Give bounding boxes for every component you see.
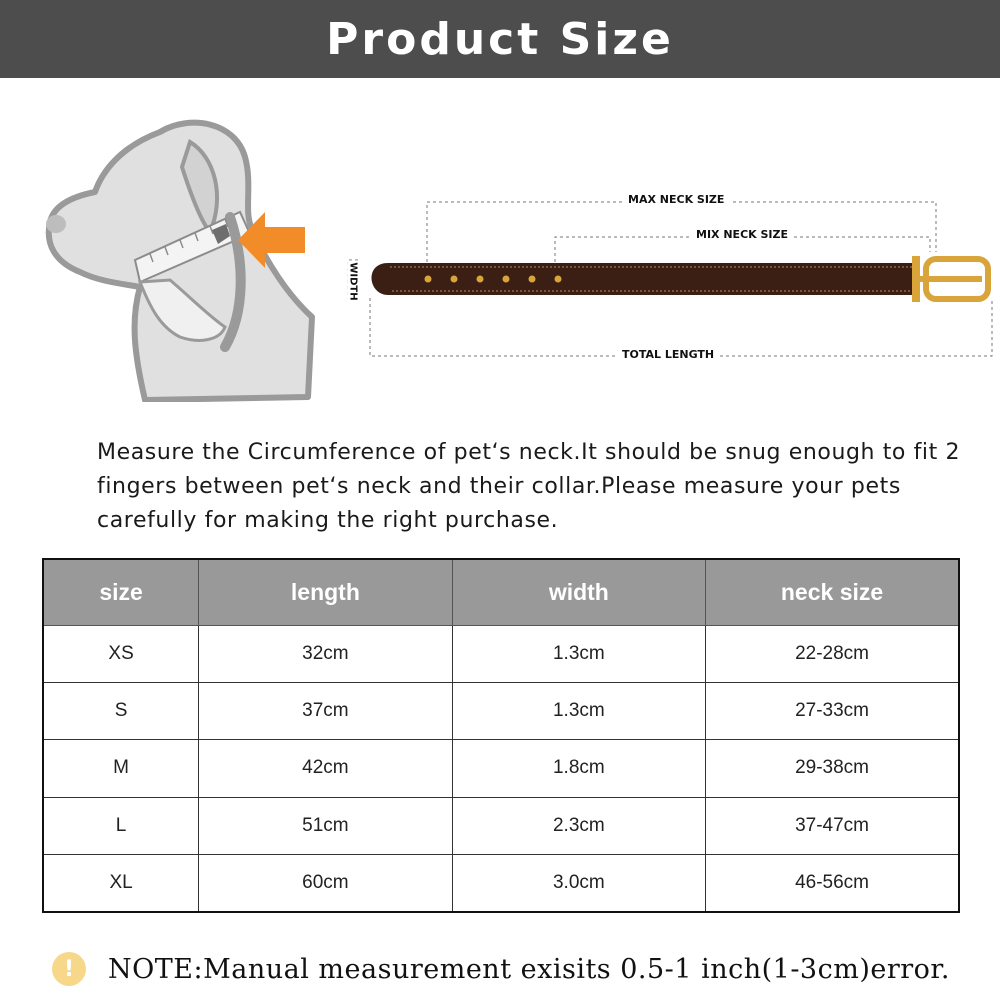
cell-neck-size: 22-28cm [706,625,959,682]
cell-length: 42cm [199,740,452,797]
measurement-instructions: Measure the Circumference of pet‘s neck.It should be snug enough to fit 2 fingers between pet‘s neck and their collar.Please measure your pets carefully for making the right purchase. [97,440,961,533]
cell-size: M [43,740,199,797]
cell-length: 51cm [199,797,452,854]
cell-length: 32cm [199,625,452,682]
column-header-neck-size: neck size [706,559,959,625]
cell-size: XL [43,855,199,912]
size-chart-table [42,558,960,913]
table-row [43,740,959,797]
column-header-length: length [199,559,452,625]
min-neck-size-label: MIX NECK SIZE [690,228,794,241]
cell-neck-size: 29-38cm [706,740,959,797]
cell-neck-size: 46-56cm [706,855,959,912]
note-banner [52,952,950,986]
cell-width: 1.8cm [452,740,705,797]
column-header-size: size [43,559,199,625]
cell-neck-size: 37-47cm [706,797,959,854]
cell-width: 2.3cm [452,797,705,854]
cell-width: 1.3cm [452,625,705,682]
total-length-label: TOTAL LENGTH [616,348,720,361]
table-row [43,855,959,912]
warning-icon: ! [52,952,86,986]
cell-neck-size: 27-33cm [706,682,959,739]
note-text: NOTE:Manual measurement exisits 0.5-1 inch(1-3cm)error. [108,953,950,985]
table-row [43,682,959,739]
cell-length: 60cm [199,855,452,912]
cell-width: 3.0cm [452,855,705,912]
page-header [0,0,1000,78]
max-neck-size-label: MAX NECK SIZE [622,193,730,206]
column-header-width: width [452,559,705,625]
table-header-row [43,559,959,625]
page-title: Product Size [326,13,674,65]
cell-size: L [43,797,199,854]
cell-length: 37cm [199,682,452,739]
width-label: WIDTH [347,262,359,301]
table-row [43,625,959,682]
collar-dimension-diagram [330,180,1000,380]
table-row [43,797,959,854]
dog-neck-measuring-illustration [40,112,320,402]
buckle-icon [912,256,988,302]
cell-size: XS [43,625,199,682]
cell-size: S [43,682,199,739]
cell-width: 1.3cm [452,682,705,739]
